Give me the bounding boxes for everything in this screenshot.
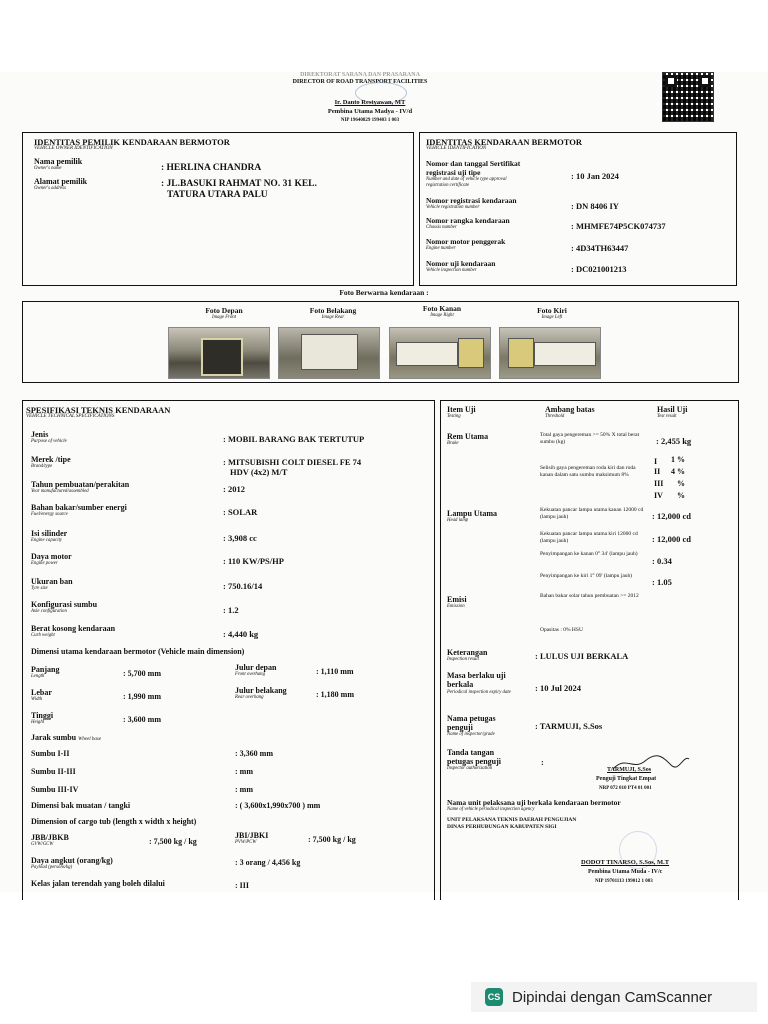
- isi-sub: Engine capacity: [31, 538, 63, 543]
- engine-label: Nomor motor penggerak: [426, 237, 506, 246]
- col-item-label: Item Uji: [447, 405, 476, 414]
- panjang-label: Panjang: [31, 665, 60, 674]
- bahan-value: : SOLAR: [223, 507, 258, 517]
- masa-value: : 10 Jul 2024: [535, 683, 582, 693]
- photo-right-sub: Image Right: [430, 313, 454, 318]
- lampu-threshold-2: Kekuatan pancar lampu utama kiri 12000 cd (lampu jauh): [540, 531, 638, 544]
- col-threshold-sub: Threshold: [545, 414, 565, 419]
- keterangan-sub: Inspection result: [447, 657, 479, 662]
- berat-sub: Curb weight: [31, 633, 55, 638]
- header-block: [230, 72, 490, 86]
- jenis-sub: Purpose of vehicle: [31, 439, 67, 444]
- jarak-sumbu-sub: Wheel base: [78, 737, 102, 742]
- bak-value: : ( 3,600x1,990x700 ) mm: [235, 801, 321, 810]
- lampu-value-2: : 12,000 cd: [652, 534, 691, 544]
- head-rank: Pembina Utama Muda - IV/c: [588, 869, 663, 875]
- julur-depan-label: Julur depan: [235, 663, 277, 672]
- merek-value-1: : MITSUBISHI COLT DIESEL FE 74: [223, 457, 362, 467]
- sumbu-1-value: : 3,360 mm: [235, 749, 273, 758]
- julur-belakang-value: : 1,180 mm: [316, 690, 354, 699]
- engine-value: : 4D34TH63447: [571, 243, 629, 253]
- header-signer-nip: NIP 19640829 199403 1 003: [340, 118, 400, 123]
- cert-label-1: Nomor dan tanggal Sertifikat: [426, 159, 521, 168]
- jarak-sumbu-label: [31, 733, 101, 742]
- camscanner-watermark: [471, 982, 757, 1012]
- owner-address-value-2: TATURA UTARA PALU: [167, 190, 268, 200]
- photo-rear-label: Foto Belakang: [309, 306, 357, 315]
- merek-sub: Brand/type: [31, 464, 53, 469]
- lebar-value: : 1,990 mm: [123, 692, 161, 701]
- jbi-label: JBI/JBKI: [235, 831, 269, 840]
- rem-pct-2: 4 %: [671, 467, 685, 476]
- emisi-label: Emisi: [447, 595, 467, 604]
- sumbu-sub: Axle configuration: [31, 609, 67, 614]
- tinggi-value: : 3,600 mm: [123, 715, 161, 724]
- photo-rear-image: [278, 327, 380, 379]
- photos-section: [22, 301, 739, 383]
- owner-address-label: Alamat pemilik: [34, 177, 88, 186]
- camscanner-label: Dipindai dengan CamScanner: [512, 988, 713, 1006]
- camscanner-icon: CS: [485, 988, 503, 1006]
- berat-value: : 4,440 kg: [223, 629, 259, 639]
- jenis-label: Jenis: [31, 430, 49, 439]
- photos-title: Foto Berwarna kendaraan :: [339, 288, 429, 297]
- ttd-name: TARMUJI, S.Sos: [607, 767, 652, 773]
- julur-depan-sub: Front overhang: [235, 672, 265, 677]
- inspection-label: Nomor uji kendaraan: [426, 259, 496, 268]
- daya-label: Daya motor: [31, 552, 72, 561]
- unit-sub: Name of vehicle periodical inspection agency: [447, 807, 535, 812]
- rem-pct-4: %: [677, 491, 685, 500]
- ban-value: : 750.16/14: [223, 581, 263, 591]
- reg-label: Nomor registrasi kendaraan: [426, 196, 517, 205]
- photo-rear-sub: Image Rear: [321, 315, 345, 320]
- angkut-sub: Payload (persons/kg): [31, 865, 73, 870]
- jbb-value: : 7,500 kg / kg: [149, 837, 197, 846]
- lampu-value-1: : 12,000 cd: [652, 511, 691, 521]
- col-threshold-label: Ambang batas: [545, 405, 595, 414]
- chassis-sub: Chassis number: [426, 225, 457, 230]
- ttd-sub: Inspector authorization: [447, 766, 493, 771]
- jarak-sumbu-text: Jarak sumbu: [31, 733, 77, 742]
- rem-axle-1: I: [654, 457, 658, 466]
- keterangan-value: : LULUS UJI BERKALA: [535, 651, 629, 661]
- header-line-2: DIRECTOR OF ROAD TRANSPORT FACILITIES: [292, 79, 428, 85]
- photo-left-label: Foto Kiri: [537, 306, 567, 315]
- panjang-value: : 5,700 mm: [123, 669, 161, 678]
- rem-threshold-2: Selisih gaya pengereman roda kiri dan roda kanan dalam satu sumbu maksimum 8%: [540, 465, 636, 478]
- ban-sub: Tyre size: [31, 586, 48, 591]
- lampu-value-4: : 1.05: [652, 577, 672, 587]
- sumbu-3-label: Sumbu III-IV: [31, 785, 79, 794]
- photo-left-sub: Image Left: [541, 315, 563, 320]
- lampu-label: Lampu Utama: [447, 509, 498, 518]
- qr-code-icon: [662, 72, 714, 122]
- reg-value: : DN 8406 IY: [571, 201, 619, 211]
- jbi-sub: PVW/PCW: [235, 840, 257, 845]
- vehicle-id-title: IDENTITAS KENDARAAN BERMOTOR: [426, 137, 583, 147]
- inspection-sub: Vehicle inspection number: [426, 268, 477, 273]
- ttd-rank: Penguji Tingkat Empat: [596, 776, 657, 782]
- specifications-section: [22, 400, 435, 900]
- tahun-sub: Year manufactured/assembled: [31, 489, 89, 494]
- owner-title: IDENTITAS PEMILIK KENDARAAN BERMOTOR: [34, 137, 230, 147]
- ttd-label-1: Tanda tangan: [447, 748, 495, 757]
- kelas-value: : III: [235, 881, 250, 890]
- owner-name-sub: Owner's name: [34, 166, 62, 171]
- berat-label: Berat kosong kendaraan: [31, 624, 116, 633]
- rem-sub: Brake: [447, 441, 459, 446]
- masa-sub: Periodical inspection expiry date: [447, 690, 511, 695]
- dimension-title: Dimensi utama kendaraan bermotor (Vehicle main dimension): [31, 647, 245, 656]
- rem-label: Rem Utama: [447, 432, 489, 441]
- isi-label: Isi silinder: [31, 529, 68, 538]
- cargo-label: Dimension of cargo tub (length x width x height): [31, 817, 197, 826]
- daya-value: : 110 KW/PS/HP: [223, 556, 284, 566]
- keterangan-label: Keterangan: [447, 648, 488, 657]
- unit-value-1: UNIT PELAKSANA TEKNIS DAERAH PENGUJIAN: [447, 817, 577, 823]
- petugas-sub: Name of inspector/grade: [447, 732, 495, 737]
- chassis-value: : MHMFE74P5CK074737: [571, 221, 666, 231]
- reg-sub: Vehicle registration number: [426, 205, 480, 210]
- jenis-value: : MOBIL BARANG BAK TERTUTUP: [223, 434, 365, 444]
- owner-name-value: : HERLINA CHANDRA: [161, 163, 262, 173]
- merek-value-2: HDV (4x2) M/T: [230, 467, 288, 477]
- jbb-sub: GVW/GCW: [31, 842, 54, 847]
- ttd-nrp: NRP 072 010 PT4 01 001: [599, 786, 652, 791]
- merek-label: Merek /tipe: [31, 455, 71, 464]
- document-page: [0, 72, 768, 892]
- petugas-value: : TARMUJI, S.Sos: [535, 721, 603, 731]
- isi-value: : 3,908 cc: [223, 533, 257, 543]
- specs-subtitle: VEHICLE TECHNICAL SPECIFICATIONS: [26, 414, 115, 419]
- kelas-label: Kelas jalan terendah yang boleh dilalui: [31, 879, 165, 888]
- cert-sub-2: registration certificate: [426, 183, 470, 188]
- engine-sub: Engine number: [426, 246, 456, 251]
- header-signer-name: Ir. Danto Restyawan, MT: [334, 99, 406, 106]
- head-name: DODOT TINARSO, S.Sos, M.T: [581, 859, 670, 866]
- header-line-1: DIREKTORAT SARANA DAN PRASARANA: [300, 72, 420, 78]
- angkut-label: Daya angkut (orang/kg): [31, 856, 113, 865]
- test-results-section: [440, 400, 739, 900]
- tinggi-sub: Height: [31, 720, 45, 725]
- photo-right-label: Foto Kanan: [422, 304, 462, 313]
- ban-label: Ukuran ban: [31, 577, 73, 586]
- tahun-value: : 2012: [223, 484, 245, 494]
- bahan-sub: Fuel/energy source: [31, 512, 68, 517]
- vehicle-identification-section: [419, 132, 737, 286]
- daya-sub: Engine power: [31, 561, 58, 566]
- unit-value-2: DINAS PERHUBUNGAN KABUPATEN SIGI: [447, 824, 557, 830]
- julur-belakang-sub: Rear overhang: [235, 695, 264, 700]
- panjang-sub: Length: [31, 674, 45, 679]
- sumbu-label: Konfigurasi sumbu: [31, 600, 98, 609]
- owner-name-label: Nama pemilik: [34, 157, 83, 166]
- specs-title: SPESIFIKASI TEKNIS KENDARAAN: [26, 405, 171, 415]
- julur-belakang-label: Julur belakang: [235, 686, 287, 695]
- header-signer-rank: Pembina Utama Madya - IV/d: [327, 108, 413, 115]
- lampu-threshold-3: Penyimpangan ke kanan 0° 34' (lampu jauh): [540, 551, 638, 557]
- sumbu-3-value: : mm: [235, 785, 253, 794]
- owner-address-sub: Owner's address: [34, 186, 66, 191]
- jbi-value: : 7,500 kg / kg: [308, 835, 356, 844]
- emisi-threshold-2: Opasitas : 0% HSU: [540, 627, 583, 633]
- lampu-threshold-4: Penyimpangan ke kiri 1° 09' (lampu jauh): [540, 573, 633, 579]
- sumbu-value: : 1.2: [223, 605, 239, 615]
- lampu-threshold-1: Kekuatan pancar lampu utama kanan 12000 cd (lampu jauh): [540, 507, 644, 520]
- sumbu-2-value: : mm: [235, 767, 253, 776]
- masa-label-1: Masa berlaku uji: [447, 671, 506, 680]
- petugas-label-2: penguji: [447, 723, 473, 732]
- photo-front-image: [168, 327, 270, 379]
- rem-axle-2: II: [654, 467, 661, 476]
- emisi-threshold-1: Bahan bakar solar tahun pembuatan >= 2012: [540, 593, 639, 599]
- cert-value: : 10 Jan 2024: [571, 171, 619, 181]
- lampu-value-3: : 0.34: [652, 556, 672, 566]
- lebar-label: Lebar: [31, 688, 52, 697]
- owner-section: [22, 132, 414, 286]
- bak-label: Dimensi bak muatan / tangki: [31, 801, 131, 810]
- rem-threshold-1: Total gaya pengereman >= 50% X total berat sumbu (kg): [540, 432, 640, 445]
- owner-address-value-1: : JL.BASUKI RAHMAT NO. 31 KEL.: [161, 179, 317, 189]
- rem-pct-3: %: [677, 479, 685, 488]
- photo-left-image: [499, 327, 601, 379]
- emisi-sub: Emission: [447, 604, 465, 609]
- photo-front-sub: Image Front: [212, 315, 236, 320]
- unit-label: Nama unit pelaksana uji berkala kendaraan bermotor: [447, 798, 621, 807]
- sumbu-1-label: Sumbu I-II: [31, 749, 70, 758]
- photo-right-image: [389, 327, 491, 379]
- angkut-value: : 3 orang / 4,456 kg: [235, 858, 301, 867]
- photo-front-label: Foto Depan: [205, 306, 243, 315]
- sumbu-2-label: Sumbu II-III: [31, 767, 76, 776]
- col-item-sub: Testing: [447, 414, 461, 419]
- rem-axle-4: IV: [654, 491, 663, 500]
- tinggi-label: Tinggi: [31, 711, 54, 720]
- jbb-label: JBB/JBKB: [31, 833, 69, 842]
- ttd-label-2: petugas penguji: [447, 757, 502, 766]
- head-nip: NIP 19701113 199012 1 003: [595, 879, 653, 884]
- cert-label-2: registrasi uji tipe: [426, 168, 481, 177]
- header-signature-block: [290, 98, 450, 125]
- lebar-sub: Width: [31, 697, 43, 702]
- bahan-label: Bahan bakar/sumber energi: [31, 503, 127, 512]
- tahun-label: Tahun pembuatan/perakitan: [31, 480, 130, 489]
- masa-label-2: berkala: [447, 680, 474, 689]
- owner-subtitle: VEHICLE OWNER IDENTIFICATION: [34, 146, 113, 151]
- rem-axle-3: III: [654, 479, 664, 488]
- inspection-value: : DC021001213: [571, 264, 627, 274]
- ttd-value: :: [541, 757, 544, 767]
- vehicle-id-subtitle: VEHICLE IDENTIFICATION: [426, 146, 487, 151]
- cert-sub-1: Number and date of vehicle type approval: [426, 177, 507, 182]
- rem-pct-1: 1 %: [671, 455, 685, 464]
- col-result-label: Hasil Uji: [657, 405, 688, 414]
- petugas-label-1: Nama petugas: [447, 714, 496, 723]
- col-result-sub: Test result: [657, 414, 677, 419]
- rem-value-1: : 2,455 kg: [656, 436, 692, 446]
- julur-depan-value: : 1,110 mm: [316, 667, 354, 676]
- chassis-label: Nomor rangka kendaraan: [426, 216, 510, 225]
- lampu-sub: Head lamp: [447, 518, 469, 523]
